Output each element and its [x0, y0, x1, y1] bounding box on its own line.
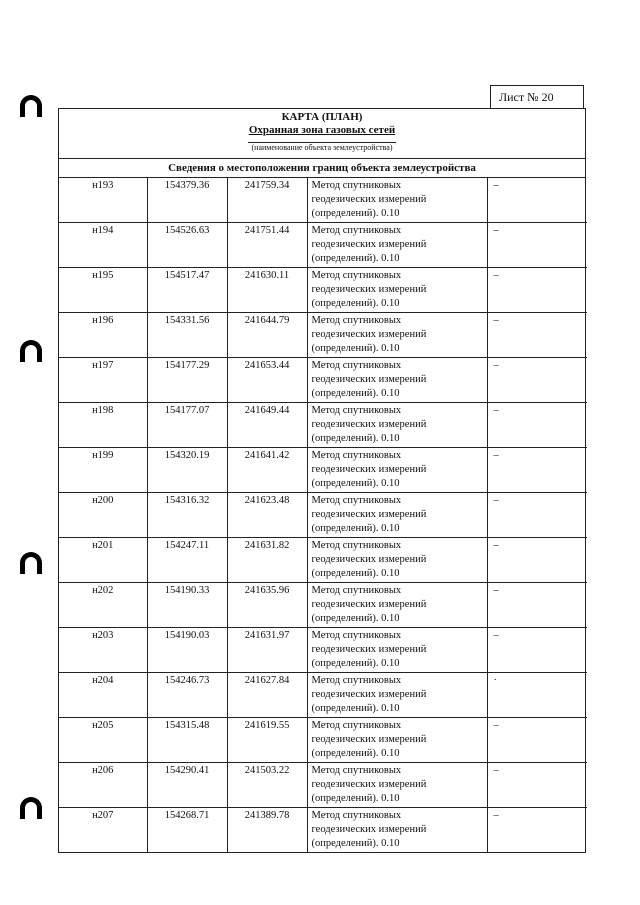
method-line: Метод спутниковых — [311, 540, 402, 551]
note-cell: – — [487, 448, 587, 493]
method-line: геодезических измерений — [311, 734, 427, 745]
note-cell: – — [487, 178, 587, 223]
coordinate-x: 154517.47 — [147, 268, 227, 313]
method-cell — [307, 178, 487, 223]
coordinate-y: 241631.97 — [227, 628, 307, 673]
table-row — [59, 628, 587, 673]
method-line: Метод спутниковых — [311, 360, 402, 371]
method-line: Метод спутниковых — [311, 675, 402, 686]
method-line: геодезических измерений — [311, 554, 427, 565]
coordinate-x: 154190.33 — [147, 583, 227, 628]
method-line: Метод спутниковых — [311, 270, 402, 281]
method-line: (определений). 0.10 — [311, 703, 400, 714]
method-line: геодезических измерений — [311, 239, 427, 250]
document-title: КАРТА (ПЛАН) — [281, 111, 363, 123]
point-id: н204 — [59, 673, 147, 718]
note-cell: · — [487, 673, 587, 718]
coordinate-y: 241630.11 — [227, 268, 307, 313]
method-cell — [307, 223, 487, 268]
method-line: Метод спутниковых — [311, 315, 402, 326]
method-line: Метод спутниковых — [311, 630, 402, 641]
method-line: геодезических измерений — [311, 779, 427, 790]
method-line: геодезических измерений — [311, 689, 427, 700]
coordinates-table — [59, 178, 587, 852]
note-cell: – — [487, 718, 587, 763]
sheet-number: Лист № 20 — [490, 85, 584, 109]
punch-hole-mark — [20, 552, 42, 574]
method-line: геодезических измерений — [311, 374, 427, 385]
table-row — [59, 448, 587, 493]
coordinate-x: 154320.19 — [147, 448, 227, 493]
coordinate-x: 154177.07 — [147, 403, 227, 448]
method-line: Метод спутниковых — [311, 180, 402, 191]
method-line: геодезических измерений — [311, 824, 427, 835]
point-id: н193 — [92, 180, 114, 191]
note-cell: – — [487, 313, 587, 358]
table-row — [59, 268, 587, 313]
method-cell — [307, 763, 487, 808]
note-cell: – — [487, 268, 587, 313]
method-line: (определений). 0.10 — [311, 208, 400, 219]
point-id: н205 — [59, 718, 147, 763]
note-cell: – — [487, 223, 587, 268]
coordinate-x: 154177.29 — [147, 358, 227, 403]
table-row — [59, 673, 587, 718]
note-cell: – — [487, 538, 587, 583]
table-row — [59, 403, 587, 448]
method-cell — [307, 808, 487, 853]
punch-hole-mark — [20, 340, 42, 362]
table-row — [59, 718, 587, 763]
coordinate-x: 154331.56 — [147, 313, 227, 358]
method-line: Метод спутниковых — [311, 720, 402, 731]
table-row — [59, 763, 587, 808]
document-frame — [58, 108, 586, 853]
note-cell: – — [487, 583, 587, 628]
coordinates-table-body — [59, 178, 587, 852]
object-caption: (наименование объекта землеустройства) — [248, 142, 397, 153]
method-line: геодезических измерений — [311, 509, 427, 520]
method-line: геодезических измерений — [311, 644, 427, 655]
point-id: н194 — [59, 223, 147, 268]
point-id: н196 — [59, 313, 147, 358]
coordinate-y: 241649.44 — [227, 403, 307, 448]
coordinate-x: 154246.73 — [147, 673, 227, 718]
section-title: Сведения о местоположении границ объекта землеустройства — [59, 159, 585, 178]
point-id: н197 — [59, 358, 147, 403]
coordinate-x: 154315.48 — [147, 718, 227, 763]
method-cell — [307, 673, 487, 718]
method-cell — [307, 313, 487, 358]
method-cell — [307, 403, 487, 448]
note-cell: – — [487, 763, 587, 808]
table-row — [59, 358, 587, 403]
coordinate-x: 154268.71 — [147, 808, 227, 853]
method-line: (определений). 0.10 — [311, 298, 400, 309]
coordinate-y: 241751.44 — [227, 223, 307, 268]
point-id: н199 — [59, 448, 147, 493]
punch-hole-mark — [20, 797, 42, 819]
punch-hole-mark — [20, 95, 42, 117]
method-line: геодезических измерений — [311, 194, 427, 205]
document-header — [59, 109, 585, 159]
coordinate-y: 241627.84 — [227, 673, 307, 718]
point-id: н198 — [59, 403, 147, 448]
note-cell: – — [487, 808, 587, 853]
coordinate-y: 241503.22 — [227, 763, 307, 808]
method-line: (определений). 0.10 — [311, 343, 400, 354]
method-line: Метод спутниковых — [311, 810, 402, 821]
method-line: Метод спутниковых — [311, 585, 402, 596]
coordinate-y: 241619.55 — [227, 718, 307, 763]
method-line: (определений). 0.10 — [311, 658, 400, 669]
method-line: (определений). 0.10 — [311, 253, 400, 264]
coordinate-y: 241653.44 — [227, 358, 307, 403]
point-id: н206 — [59, 763, 147, 808]
method-line: (определений). 0.10 — [311, 613, 400, 624]
table-row — [59, 313, 587, 358]
method-line: (определений). 0.10 — [311, 433, 400, 444]
method-line: Метод спутниковых — [311, 225, 402, 236]
coordinate-x: 154526.63 — [147, 223, 227, 268]
coordinate-x: 154379.36 — [147, 178, 227, 223]
note-cell: – — [487, 493, 587, 538]
method-cell — [307, 493, 487, 538]
coordinate-y: 241631.82 — [227, 538, 307, 583]
coordinate-x: 154247.11 — [147, 538, 227, 583]
coordinate-x: 154316.32 — [147, 493, 227, 538]
method-line: (определений). 0.10 — [311, 478, 400, 489]
point-id: н195 — [59, 268, 147, 313]
method-line: (определений). 0.10 — [311, 388, 400, 399]
coordinate-x: 154190.03 — [147, 628, 227, 673]
method-cell — [307, 448, 487, 493]
note-cell: – — [487, 358, 587, 403]
method-line: Метод спутниковых — [311, 765, 402, 776]
method-line: геодезических измерений — [311, 329, 427, 340]
method-line: (определений). 0.10 — [311, 748, 400, 759]
point-id: н207 — [59, 808, 147, 853]
method-line: (определений). 0.10 — [311, 523, 400, 534]
table-row — [59, 223, 587, 268]
object-name: Охранная зона газовых сетей — [248, 124, 396, 136]
method-line: (определений). 0.10 — [311, 838, 400, 849]
table-row — [59, 178, 587, 223]
method-line: Метод спутниковых — [311, 450, 402, 461]
point-id: н202 — [59, 583, 147, 628]
method-line: (определений). 0.10 — [311, 568, 400, 579]
table-row — [59, 538, 587, 583]
coordinate-y: 241389.78 — [227, 808, 307, 853]
note-cell: – — [487, 403, 587, 448]
method-cell — [307, 358, 487, 403]
method-line: Метод спутниковых — [311, 405, 402, 416]
method-line: геодезических измерений — [311, 419, 427, 430]
method-cell — [307, 718, 487, 763]
method-cell — [307, 538, 487, 583]
method-cell — [307, 583, 487, 628]
table-row — [59, 493, 587, 538]
point-id: н203 — [59, 628, 147, 673]
coordinate-y: 241759.34 — [227, 178, 307, 223]
method-line: Метод спутниковых — [311, 495, 402, 506]
note-cell: – — [487, 628, 587, 673]
table-row — [59, 583, 587, 628]
method-cell — [307, 268, 487, 313]
method-cell — [307, 628, 487, 673]
coordinate-y: 241641.42 — [227, 448, 307, 493]
coordinate-y: 241644.79 — [227, 313, 307, 358]
method-line: геодезических измерений — [311, 464, 427, 475]
point-id: н201 — [59, 538, 147, 583]
method-line: геодезических измерений — [311, 284, 427, 295]
coordinate-y: 241635.96 — [227, 583, 307, 628]
coordinate-y: 241623.48 — [227, 493, 307, 538]
point-id: н200 — [59, 493, 147, 538]
table-row — [59, 808, 587, 853]
coordinate-x: 154290.41 — [147, 763, 227, 808]
method-line: (определений). 0.10 — [311, 793, 400, 804]
method-line: геодезических измерений — [311, 599, 427, 610]
